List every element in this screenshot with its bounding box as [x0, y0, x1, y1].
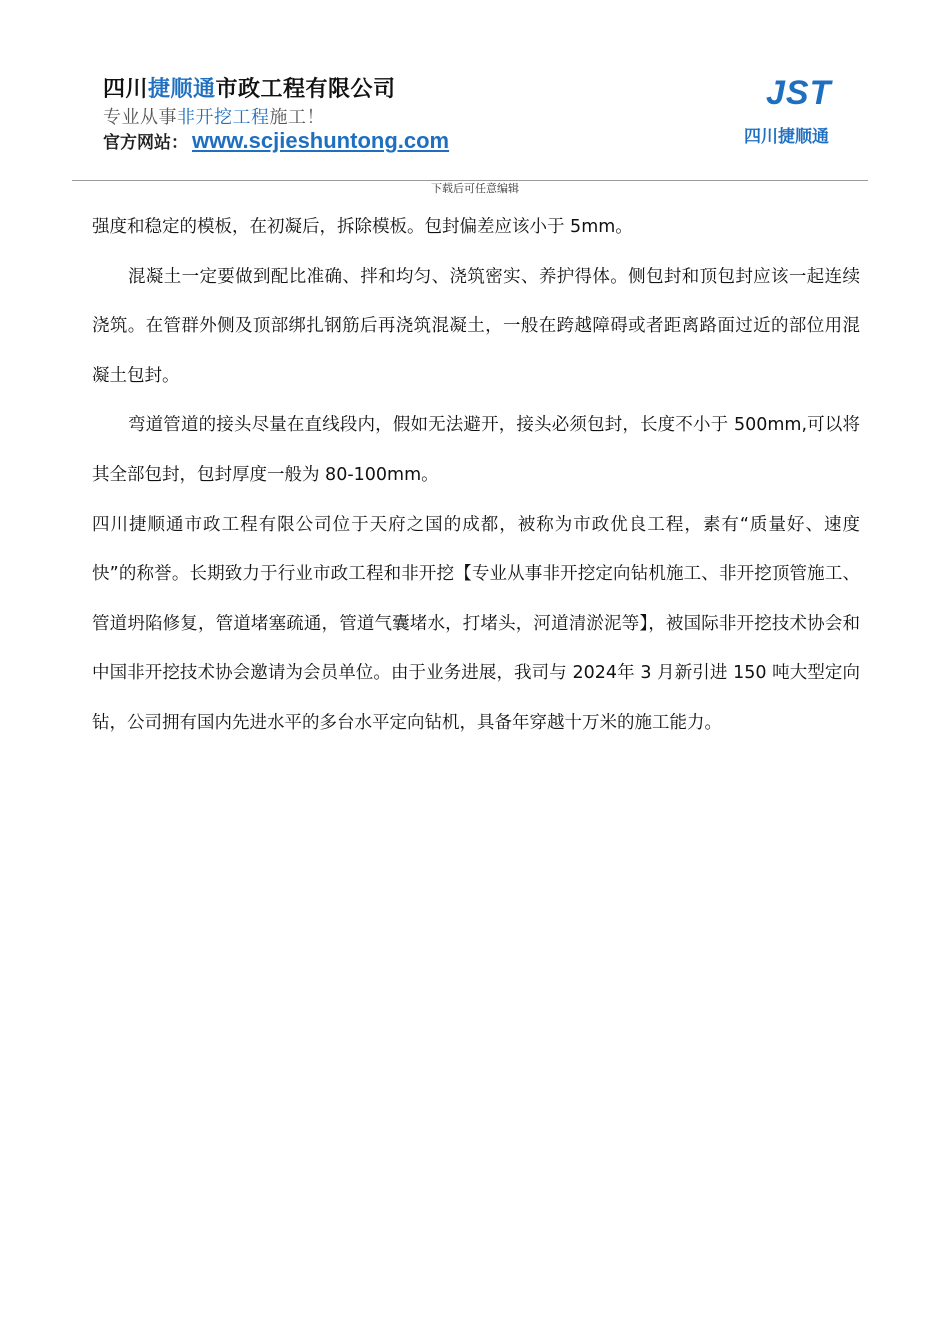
paragraph-2: 混凝土一定要做到配比准确、拌和均匀、浇筑密实、养护得体。侧包封和顶包封应该一起连续浇筑。在管群外侧及顶部绑扎钢筋后再浇筑混凝土，一般在跨越障碍或者距离路面过近的部位用混凝土包封。: [92, 266, 860, 386]
company-tagline: [103, 103, 325, 129]
tagline-highlight: 非开挖工程: [177, 107, 270, 128]
paragraph-4: 四川捷顺通市政工程有限公司位于天府之国的成都，被称为市政优良工程，素有“质量好、速度快”的称誉。长期致力于行业市政工程和非开挖【专业从事非开挖定向钻机施工、非开挖顶管施工、管道坍陷修复，管道堵塞疏通，管道气囊堵水，打堵头，河道清淤泥等】，被国际非开挖技术协会和中国非开挖技术协会邀请为会员单位。由于业务进展，我司与 2024年 3 月新引进 150 吨大型定向钻，公司拥有国内先进水平的多台水平定向钻机，具备年穿越十万米的施工能力。: [92, 514, 860, 733]
paragraph-1: 强度和稳定的模板，在初凝后，拆除模板。包封偏差应该小于 5mm。: [92, 217, 633, 237]
website-label: 官方网站：: [103, 133, 188, 153]
company-logo: [740, 72, 852, 152]
website-link[interactable]: www.scjieshuntong.com: [192, 128, 450, 153]
tagline-suffix: 施工！: [269, 107, 325, 128]
logo-name: 四川捷顺通: [744, 127, 829, 147]
website-row: [103, 128, 449, 154]
company-title-prefix: 四川: [103, 77, 149, 102]
document-body: [92, 203, 860, 749]
header-note: 下载后可任意编辑: [431, 182, 519, 195]
company-title: [103, 72, 396, 103]
paragraph-3: 弯道管道的接头尽量在直线段内，假如无法避开，接头必须包封，长度不小于 500mm,可以将其全部包封，包封厚度一般为 80-100mm。: [92, 415, 860, 485]
company-title-suffix: 市政工程有限公司: [215, 77, 396, 102]
page-header: [0, 0, 950, 195]
tagline-prefix: 专业从事: [103, 107, 177, 128]
logo-mark: JST: [766, 74, 832, 112]
company-title-highlight: 捷顺通: [148, 77, 216, 102]
